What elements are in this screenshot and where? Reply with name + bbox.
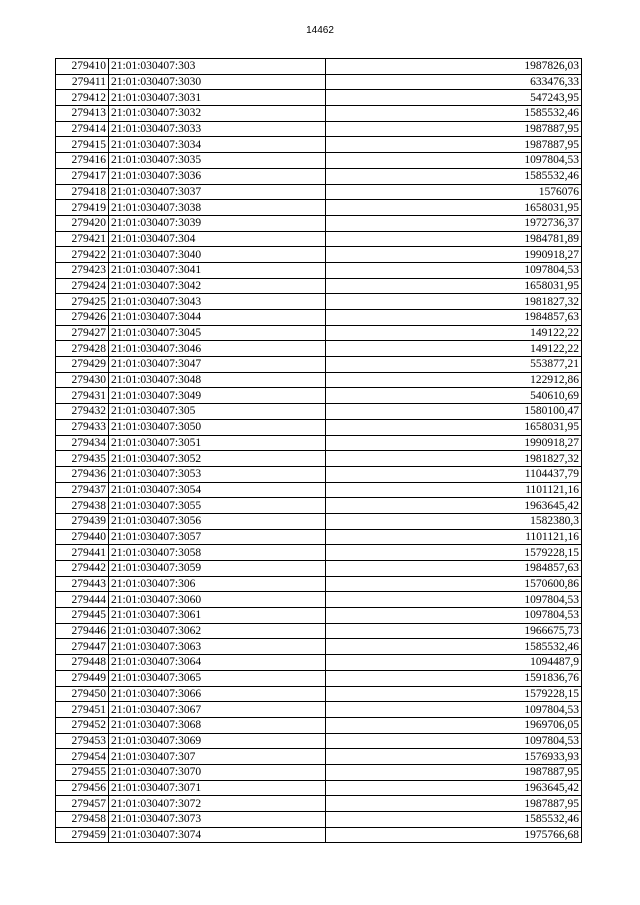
cadastral-value-cell: 1097804,53 bbox=[326, 262, 582, 278]
cadastral-value-cell: 1975766,68 bbox=[326, 827, 582, 843]
table-row bbox=[56, 247, 582, 263]
table-row bbox=[56, 200, 582, 216]
cadastral-value-cell: 1104437,79 bbox=[326, 466, 582, 482]
cadastral-number-cell: 21:01:030407:3031 bbox=[109, 90, 326, 106]
cadastral-value-cell: 1990918,27 bbox=[326, 247, 582, 263]
cadastral-value-cell: 1585532,46 bbox=[326, 168, 582, 184]
row-number-cell: 279439 bbox=[56, 513, 109, 529]
table-row bbox=[56, 812, 582, 828]
table-row bbox=[56, 780, 582, 796]
row-number-cell: 279443 bbox=[56, 576, 109, 592]
cadastral-number-cell: 21:01:030407:3063 bbox=[109, 639, 326, 655]
cadastral-number-cell: 21:01:030407:3061 bbox=[109, 608, 326, 624]
cadastral-number-cell: 21:01:030407:3051 bbox=[109, 435, 326, 451]
cadastral-value-cell: 1585532,46 bbox=[326, 106, 582, 122]
row-number-cell: 279413 bbox=[56, 106, 109, 122]
row-number-cell: 279418 bbox=[56, 184, 109, 200]
table-row bbox=[56, 215, 582, 231]
row-number-cell: 279438 bbox=[56, 498, 109, 514]
table-row bbox=[56, 576, 582, 592]
row-number-cell: 279457 bbox=[56, 796, 109, 812]
row-number-cell: 279412 bbox=[56, 90, 109, 106]
cadastral-number-cell: 21:01:030407:3036 bbox=[109, 168, 326, 184]
table-row bbox=[56, 404, 582, 420]
table-row bbox=[56, 435, 582, 451]
table-row bbox=[56, 106, 582, 122]
row-number-cell: 279415 bbox=[56, 137, 109, 153]
table-row bbox=[56, 529, 582, 545]
cadastral-value-cell: 1585532,46 bbox=[326, 639, 582, 655]
cadastral-value-cell: 1097804,53 bbox=[326, 733, 582, 749]
cadastral-value-cell: 1984857,63 bbox=[326, 561, 582, 577]
row-number-cell: 279417 bbox=[56, 168, 109, 184]
row-number-cell: 279411 bbox=[56, 74, 109, 90]
cadastral-value-cell: 1972736,37 bbox=[326, 215, 582, 231]
table-row bbox=[56, 482, 582, 498]
cadastral-value-cell: 1101121,16 bbox=[326, 529, 582, 545]
table-row bbox=[56, 310, 582, 326]
table-row bbox=[56, 796, 582, 812]
cadastral-number-cell: 21:01:030407:3062 bbox=[109, 623, 326, 639]
cadastral-number-cell: 21:01:030407:3048 bbox=[109, 372, 326, 388]
cadastral-number-cell: 21:01:030407:3074 bbox=[109, 827, 326, 843]
table-body bbox=[56, 59, 582, 843]
cadastral-number-cell: 21:01:030407:3055 bbox=[109, 498, 326, 514]
cadastral-number-cell: 21:01:030407:3056 bbox=[109, 513, 326, 529]
cadastral-value-cell: 1987826,03 bbox=[326, 59, 582, 75]
row-number-cell: 279424 bbox=[56, 278, 109, 294]
cadastral-value-cell: 122912,86 bbox=[326, 372, 582, 388]
cadastral-number-cell: 21:01:030407:3040 bbox=[109, 247, 326, 263]
cadastral-number-cell: 21:01:030407:3053 bbox=[109, 466, 326, 482]
row-number-cell: 279416 bbox=[56, 153, 109, 169]
cadastral-value-cell: 540610,69 bbox=[326, 388, 582, 404]
cadastral-number-cell: 21:01:030407:3037 bbox=[109, 184, 326, 200]
row-number-cell: 279454 bbox=[56, 749, 109, 765]
cadastral-value-cell: 1097804,53 bbox=[326, 608, 582, 624]
cadastral-number-cell: 21:01:030407:3049 bbox=[109, 388, 326, 404]
table-row bbox=[56, 717, 582, 733]
cadastral-value-cell: 1963645,42 bbox=[326, 780, 582, 796]
cadastral-number-cell: 21:01:030407:3039 bbox=[109, 215, 326, 231]
row-number-cell: 279422 bbox=[56, 247, 109, 263]
table-row bbox=[56, 639, 582, 655]
cadastral-value-cell: 1963645,42 bbox=[326, 498, 582, 514]
table-row bbox=[56, 294, 582, 310]
cadastral-number-cell: 21:01:030407:3033 bbox=[109, 121, 326, 137]
row-number-cell: 279440 bbox=[56, 529, 109, 545]
cadastral-value-cell: 1591836,76 bbox=[326, 670, 582, 686]
table-row bbox=[56, 372, 582, 388]
table-row bbox=[56, 498, 582, 514]
row-number-cell: 279436 bbox=[56, 466, 109, 482]
row-number-cell: 279430 bbox=[56, 372, 109, 388]
table-row bbox=[56, 168, 582, 184]
cadastral-value-cell: 1576076 bbox=[326, 184, 582, 200]
cadastral-value-cell: 1579228,15 bbox=[326, 686, 582, 702]
cadastral-value-cell: 1576933,93 bbox=[326, 749, 582, 765]
cadastral-number-cell: 21:01:030407:3057 bbox=[109, 529, 326, 545]
cadastral-value-cell: 1097804,53 bbox=[326, 592, 582, 608]
cadastral-number-cell: 21:01:030407:3059 bbox=[109, 561, 326, 577]
cadastral-value-cell: 1570600,86 bbox=[326, 576, 582, 592]
page-number: 14462 bbox=[306, 25, 334, 36]
cadastral-number-cell: 21:01:030407:3041 bbox=[109, 262, 326, 278]
table-row bbox=[56, 262, 582, 278]
table-row bbox=[56, 686, 582, 702]
cadastral-value-cell: 1990918,27 bbox=[326, 435, 582, 451]
table-row bbox=[56, 59, 582, 75]
table-row bbox=[56, 561, 582, 577]
cadastral-value-cell: 633476,33 bbox=[326, 74, 582, 90]
cadastral-value-cell: 547243,95 bbox=[326, 90, 582, 106]
cadastral-number-cell: 21:01:030407:3068 bbox=[109, 717, 326, 733]
row-number-cell: 279419 bbox=[56, 200, 109, 216]
table-row bbox=[56, 357, 582, 373]
cadastral-value-cell: 1094487,9 bbox=[326, 655, 582, 671]
table-row bbox=[56, 137, 582, 153]
cadastral-number-cell: 21:01:030407:3054 bbox=[109, 482, 326, 498]
cadastral-value-cell: 1097804,53 bbox=[326, 702, 582, 718]
table-row bbox=[56, 827, 582, 843]
cadastral-value-cell: 1969706,05 bbox=[326, 717, 582, 733]
cadastral-value-cell: 149122,22 bbox=[326, 325, 582, 341]
cadastral-value-cell: 149122,22 bbox=[326, 341, 582, 357]
row-number-cell: 279427 bbox=[56, 325, 109, 341]
cadastral-number-cell: 21:01:030407:3058 bbox=[109, 545, 326, 561]
cadastral-value-cell: 1585532,46 bbox=[326, 812, 582, 828]
row-number-cell: 279445 bbox=[56, 608, 109, 624]
row-number-cell: 279459 bbox=[56, 827, 109, 843]
cadastral-value-cell: 553877,21 bbox=[326, 357, 582, 373]
cadastral-value-cell: 1658031,95 bbox=[326, 278, 582, 294]
cadastral-number-cell: 21:01:030407:303 bbox=[109, 59, 326, 75]
cadastral-number-cell: 21:01:030407:3064 bbox=[109, 655, 326, 671]
table-row bbox=[56, 592, 582, 608]
cadastral-number-cell: 21:01:030407:3035 bbox=[109, 153, 326, 169]
table-row bbox=[56, 121, 582, 137]
cadastral-number-cell: 21:01:030407:3044 bbox=[109, 310, 326, 326]
cadastral-number-cell: 21:01:030407:307 bbox=[109, 749, 326, 765]
row-number-cell: 279453 bbox=[56, 733, 109, 749]
row-number-cell: 279414 bbox=[56, 121, 109, 137]
table-row bbox=[56, 702, 582, 718]
table-row bbox=[56, 749, 582, 765]
cadastral-value-cell: 1101121,16 bbox=[326, 482, 582, 498]
row-number-cell: 279446 bbox=[56, 623, 109, 639]
cadastral-number-cell: 21:01:030407:3043 bbox=[109, 294, 326, 310]
cadastral-value-cell: 1981827,32 bbox=[326, 294, 582, 310]
table-row bbox=[56, 466, 582, 482]
cadastral-value-cell: 1658031,95 bbox=[326, 419, 582, 435]
cadastral-number-cell: 21:01:030407:3046 bbox=[109, 341, 326, 357]
row-number-cell: 279421 bbox=[56, 231, 109, 247]
table-row bbox=[56, 184, 582, 200]
row-number-cell: 279410 bbox=[56, 59, 109, 75]
row-number-cell: 279426 bbox=[56, 310, 109, 326]
row-number-cell: 279428 bbox=[56, 341, 109, 357]
cadastral-number-cell: 21:01:030407:3047 bbox=[109, 357, 326, 373]
cadastral-value-cell: 1984857,63 bbox=[326, 310, 582, 326]
table-row bbox=[56, 341, 582, 357]
row-number-cell: 279447 bbox=[56, 639, 109, 655]
cadastral-value-cell: 1966675,73 bbox=[326, 623, 582, 639]
row-number-cell: 279434 bbox=[56, 435, 109, 451]
cadastral-number-cell: 21:01:030407:3030 bbox=[109, 74, 326, 90]
row-number-cell: 279448 bbox=[56, 655, 109, 671]
cadastral-number-cell: 21:01:030407:3034 bbox=[109, 137, 326, 153]
cadastral-number-cell: 21:01:030407:3073 bbox=[109, 812, 326, 828]
row-number-cell: 279425 bbox=[56, 294, 109, 310]
row-number-cell: 279449 bbox=[56, 670, 109, 686]
table-row bbox=[56, 74, 582, 90]
table-row bbox=[56, 608, 582, 624]
table-row bbox=[56, 733, 582, 749]
table-row bbox=[56, 388, 582, 404]
table-row bbox=[56, 545, 582, 561]
row-number-cell: 279451 bbox=[56, 702, 109, 718]
table-row bbox=[56, 451, 582, 467]
row-number-cell: 279458 bbox=[56, 812, 109, 828]
cadastral-number-cell: 21:01:030407:3045 bbox=[109, 325, 326, 341]
row-number-cell: 279437 bbox=[56, 482, 109, 498]
table-row bbox=[56, 231, 582, 247]
cadastral-number-cell: 21:01:030407:3052 bbox=[109, 451, 326, 467]
table-row bbox=[56, 90, 582, 106]
cadastral-value-cell: 1658031,95 bbox=[326, 200, 582, 216]
table-row bbox=[56, 153, 582, 169]
cadastral-value-table bbox=[55, 58, 582, 843]
row-number-cell: 279435 bbox=[56, 451, 109, 467]
table-row bbox=[56, 325, 582, 341]
row-number-cell: 279450 bbox=[56, 686, 109, 702]
table-row bbox=[56, 655, 582, 671]
table-row bbox=[56, 764, 582, 780]
cadastral-number-cell: 21:01:030407:306 bbox=[109, 576, 326, 592]
cadastral-value-cell: 1984781,89 bbox=[326, 231, 582, 247]
cadastral-value-cell: 1987887,95 bbox=[326, 796, 582, 812]
cadastral-value-cell: 1582380,3 bbox=[326, 513, 582, 529]
row-number-cell: 279442 bbox=[56, 561, 109, 577]
row-number-cell: 279431 bbox=[56, 388, 109, 404]
row-number-cell: 279444 bbox=[56, 592, 109, 608]
cadastral-number-cell: 21:01:030407:304 bbox=[109, 231, 326, 247]
cadastral-number-cell: 21:01:030407:3069 bbox=[109, 733, 326, 749]
cadastral-value-cell: 1987887,95 bbox=[326, 121, 582, 137]
table-row bbox=[56, 623, 582, 639]
cadastral-number-cell: 21:01:030407:3070 bbox=[109, 764, 326, 780]
cadastral-value-cell: 1579228,15 bbox=[326, 545, 582, 561]
cadastral-number-cell: 21:01:030407:3060 bbox=[109, 592, 326, 608]
row-number-cell: 279456 bbox=[56, 780, 109, 796]
cadastral-number-cell: 21:01:030407:3032 bbox=[109, 106, 326, 122]
cadastral-number-cell: 21:01:030407:305 bbox=[109, 404, 326, 420]
cadastral-number-cell: 21:01:030407:3050 bbox=[109, 419, 326, 435]
row-number-cell: 279432 bbox=[56, 404, 109, 420]
row-number-cell: 279423 bbox=[56, 262, 109, 278]
row-number-cell: 279429 bbox=[56, 357, 109, 373]
cadastral-number-cell: 21:01:030407:3042 bbox=[109, 278, 326, 294]
cadastral-number-cell: 21:01:030407:3038 bbox=[109, 200, 326, 216]
cadastral-number-cell: 21:01:030407:3067 bbox=[109, 702, 326, 718]
cadastral-value-cell: 1580100,47 bbox=[326, 404, 582, 420]
cadastral-value-cell: 1987887,95 bbox=[326, 764, 582, 780]
cadastral-value-cell: 1981827,32 bbox=[326, 451, 582, 467]
table-row bbox=[56, 513, 582, 529]
cadastral-value-cell: 1987887,95 bbox=[326, 137, 582, 153]
table-row bbox=[56, 670, 582, 686]
cadastral-number-cell: 21:01:030407:3072 bbox=[109, 796, 326, 812]
cadastral-number-cell: 21:01:030407:3066 bbox=[109, 686, 326, 702]
cadastral-value-cell: 1097804,53 bbox=[326, 153, 582, 169]
row-number-cell: 279433 bbox=[56, 419, 109, 435]
row-number-cell: 279452 bbox=[56, 717, 109, 733]
row-number-cell: 279441 bbox=[56, 545, 109, 561]
cadastral-number-cell: 21:01:030407:3071 bbox=[109, 780, 326, 796]
table-row bbox=[56, 278, 582, 294]
row-number-cell: 279420 bbox=[56, 215, 109, 231]
table-row bbox=[56, 419, 582, 435]
cadastral-number-cell: 21:01:030407:3065 bbox=[109, 670, 326, 686]
row-number-cell: 279455 bbox=[56, 764, 109, 780]
